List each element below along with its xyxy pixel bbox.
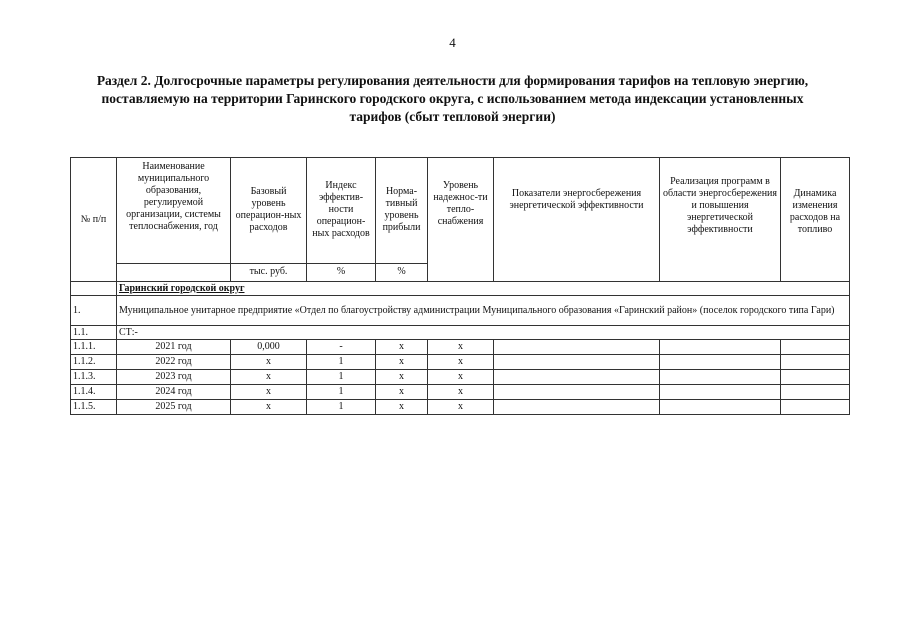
table-row [71, 355, 850, 370]
row-norm: x [376, 370, 428, 385]
row-reliability: x [428, 385, 494, 400]
section-name: Гаринский городской округ [117, 282, 850, 296]
row-norm: x [376, 340, 428, 355]
organization-row [71, 296, 850, 326]
row-energy [494, 400, 660, 415]
header-name: Наименование муниципального образования, регулируемой организации, системы теплоснабжения, год [117, 158, 231, 264]
row-base: x [231, 370, 307, 385]
section-title: Раздел 2. Долгосрочные параметры регулирования деятельности для формирования тарифов на тепловую энергию, поставляемую на территории Гаринского городского округа, с использованием метода индексации установленных тарифов (сбыт тепловой энергии) [96, 73, 809, 124]
row-year: 2021 год [117, 340, 231, 355]
unit-base: тыс. руб. [231, 263, 307, 282]
row-base: 0,000 [231, 340, 307, 355]
row-energy [494, 355, 660, 370]
row-year: 2022 год [117, 355, 231, 370]
row-reliability: x [428, 370, 494, 385]
header-norm: Норма-тивный уровень прибыли [376, 158, 428, 264]
header-num: № п/п [71, 158, 117, 282]
row-year: 2024 год [117, 385, 231, 400]
row-fuel [781, 385, 850, 400]
header-energy-indicators: Показатели энергосбережения энергетической эффективности [494, 158, 660, 282]
section-num [71, 282, 117, 296]
row-programs [660, 355, 781, 370]
row-norm: x [376, 385, 428, 400]
section-row [71, 282, 850, 296]
row-base: x [231, 385, 307, 400]
system-name: СТ:- [117, 326, 850, 340]
row-num: 1.1.4. [71, 385, 117, 400]
table-row [71, 370, 850, 385]
table-row [71, 400, 850, 415]
unit-norm: % [376, 263, 428, 282]
row-energy [494, 340, 660, 355]
organization-num: 1. [71, 296, 117, 326]
header-fuel-dynamics: Динамика изменения расходов на топливо [781, 158, 850, 282]
table-row [71, 385, 850, 400]
row-energy [494, 370, 660, 385]
header-base: Базовый уровень операцион-ных расходов [231, 158, 307, 264]
row-norm: x [376, 400, 428, 415]
row-index: 1 [307, 355, 376, 370]
page-number: 4 [449, 35, 456, 50]
row-index: 1 [307, 370, 376, 385]
unit-name-empty [117, 263, 231, 282]
system-row [71, 326, 850, 340]
row-base: x [231, 400, 307, 415]
row-energy [494, 385, 660, 400]
row-num: 1.1.5. [71, 400, 117, 415]
row-programs [660, 385, 781, 400]
row-fuel [781, 340, 850, 355]
header-programs: Реализация программ в области энергосбережения и повышения энергетической эффективности [660, 158, 781, 282]
row-index: 1 [307, 385, 376, 400]
row-programs [660, 340, 781, 355]
unit-index: % [307, 263, 376, 282]
row-num: 1.1.3. [71, 370, 117, 385]
row-programs [660, 370, 781, 385]
table-row [71, 340, 850, 355]
row-fuel [781, 370, 850, 385]
row-fuel [781, 355, 850, 370]
header-reliability: Уровень надежнос-ти тепло-снабжения [428, 158, 494, 282]
row-base: x [231, 355, 307, 370]
row-year: 2025 год [117, 400, 231, 415]
row-year: 2023 год [117, 370, 231, 385]
row-fuel [781, 400, 850, 415]
system-num: 1.1. [71, 326, 117, 340]
row-num: 1.1.1. [71, 340, 117, 355]
row-reliability: x [428, 340, 494, 355]
tariff-parameters-table [70, 157, 850, 415]
row-reliability: x [428, 355, 494, 370]
organization-name: Муниципальное унитарное предприятие «Отдел по благоустройству администрации Муниципального образования «Гаринский район» (поселок городского типа Гари) [117, 296, 850, 326]
row-num: 1.1.2. [71, 355, 117, 370]
row-index: 1 [307, 400, 376, 415]
row-programs [660, 400, 781, 415]
header-index: Индекс эффектив-ности операцион-ных расходов [307, 158, 376, 264]
row-reliability: x [428, 400, 494, 415]
row-norm: x [376, 355, 428, 370]
row-index: - [307, 340, 376, 355]
header-row [71, 158, 850, 264]
